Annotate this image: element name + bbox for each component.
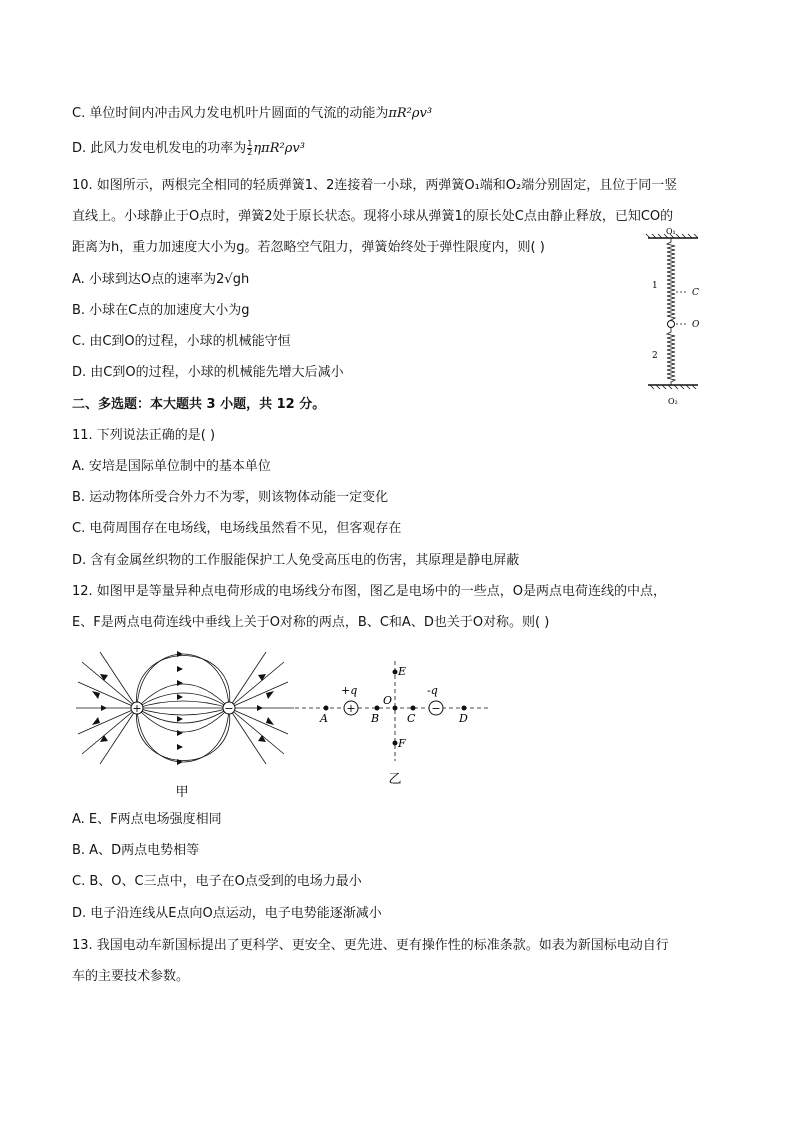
svg-text:+: + bbox=[346, 702, 356, 715]
fraction: $\frac{1}{2}$ bbox=[247, 139, 253, 157]
svg-text:E: E bbox=[398, 665, 407, 678]
q12-stem-line-2: E、F是两点电荷连线中垂线上关于O对称的两点，B、C和A、D也关于O对称。则( ) bbox=[72, 615, 550, 630]
q12-option-a: A. E、F两点电场强度相同 bbox=[72, 812, 222, 827]
q12-stem-line-1: 12. 如图甲是等量异种点电荷形成的电场线分布图，图乙是电场中的一些点，O是两点电荷连线的中点， bbox=[72, 584, 667, 599]
svg-text:O: O bbox=[692, 320, 700, 330]
spring-2 bbox=[667, 328, 675, 386]
svg-text:−: − bbox=[224, 702, 234, 715]
q13-stem-line-1: 13. 我国电动车新国标提出了更科学、更安全、更先进、更有操作性的标准条款。如表为新国标电动自行 bbox=[72, 938, 669, 953]
svg-text:O₁: O₁ bbox=[666, 227, 676, 236]
section-heading: 二、多选题：本大题共 3 小题，共 12 分。 bbox=[72, 397, 326, 412]
svg-text:-q: -q bbox=[427, 684, 438, 697]
q9-option-c: C. 单位时间内冲击风力发电机叶片圆面的气流的动能为πR²ρv³ bbox=[72, 106, 433, 121]
q11-option-c: C. 电荷周围存在电场线，电场线虽然看不见，但客观存在 bbox=[72, 521, 402, 536]
q9-option-c-formula: πR²ρv³ bbox=[388, 106, 433, 121]
q11-option-b: B. 运动物体所受合外力不为零，则该物体动能一定变化 bbox=[72, 490, 389, 505]
q11-option-d: D. 含有金属丝织物的工作服能保护工人免受高压电的伤害，其原理是静电屏蔽 bbox=[72, 553, 520, 568]
svg-text:乙: 乙 bbox=[388, 772, 402, 787]
svg-text:D: D bbox=[459, 712, 468, 725]
q10-option-d: D. 由C到O的过程，小球的机械能先增大后减小 bbox=[72, 365, 344, 380]
q9-option-d: D. 此风力发电机发电的功率为 $\frac{1}{2}$ ηπR²ρv³ bbox=[72, 139, 305, 157]
q10-stem-line-1: 10. 如图所示，两根完全相同的轻质弹簧1、2连接着一小球，两弹簧O₁端和O₂端分别固定，且位于同一竖 bbox=[72, 178, 678, 193]
svg-text:O₂: O₂ bbox=[668, 397, 678, 406]
q10-stem-line-2: 直线上。小球静止于O点时，弹簧2处于原长状态。现将小球从弹簧1的原长处C点由静止释放，已知CO的 bbox=[72, 209, 674, 224]
svg-text:1: 1 bbox=[652, 281, 658, 291]
points-figure bbox=[295, 655, 495, 790]
q11-stem: 11. 下列说法正确的是( ) bbox=[72, 428, 216, 443]
svg-text:甲: 甲 bbox=[175, 785, 189, 800]
svg-text:2: 2 bbox=[652, 351, 658, 361]
spring-figure bbox=[640, 222, 720, 410]
svg-text:C: C bbox=[407, 712, 416, 725]
q10-option-c: C. 由C到O的过程，小球的机械能守恒 bbox=[72, 334, 291, 349]
svg-text:F: F bbox=[398, 737, 406, 750]
q13-stem-line-2: 车的主要技术参数。 bbox=[72, 969, 190, 984]
ball bbox=[668, 321, 675, 328]
q12-option-c: C. B、O、C三点中，电子在O点受到的电场力最小 bbox=[72, 874, 362, 889]
q10-option-a: A. 小球到达O点的速率为2√gh bbox=[72, 272, 250, 287]
svg-text:−: − bbox=[431, 702, 441, 715]
q11-option-a: A. 安培是国际单位制中的基本单位 bbox=[72, 459, 271, 474]
svg-text:+q: +q bbox=[341, 684, 358, 697]
q12-option-d: D. 电子沿连线从E点向O点运动，电子电势能逐渐减小 bbox=[72, 906, 382, 921]
svg-text:O: O bbox=[383, 694, 393, 707]
field-lines-figure bbox=[70, 648, 300, 800]
svg-text:+: + bbox=[132, 702, 142, 715]
q12-option-b: B. A、D两点电势相等 bbox=[72, 843, 200, 858]
spring-1 bbox=[667, 238, 675, 321]
svg-text:A: A bbox=[320, 712, 328, 725]
q10-stem-line-3: 距离为h，重力加速度大小为g。若忽略空气阻力，弹簧始终处于弹性限度内，则( ) bbox=[72, 240, 545, 255]
svg-text:B: B bbox=[371, 712, 380, 725]
svg-text:C: C bbox=[692, 288, 699, 298]
q10-option-b: B. 小球在C点的加速度大小为g bbox=[72, 303, 250, 318]
